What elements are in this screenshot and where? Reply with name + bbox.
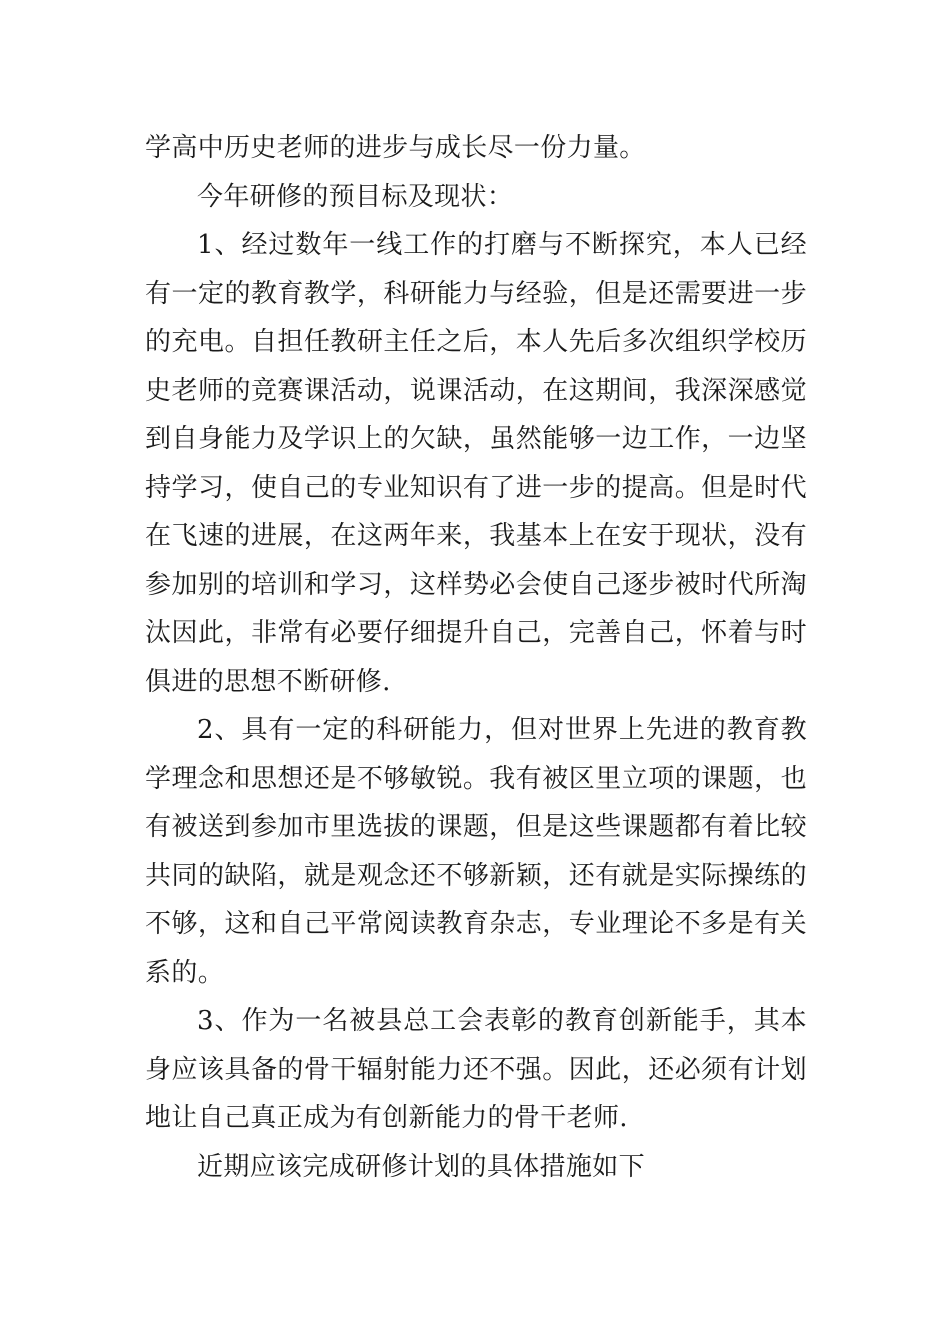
document-body: [145, 124, 807, 1191]
paragraph-continuation: 学高中历史老师的进步与成长尽一份力量。: [145, 133, 646, 163]
paragraph-measures-heading: 近期应该完成研修计划的具体措施如下: [197, 1151, 645, 1182]
paragraph-point-3: 3、作为一名被县总工会表彰的教育创新能手，其本身应该具备的骨干辐射能力还不强。因此，还必须有计划地让自己真正成为有创新能力的骨干老师.: [145, 1006, 807, 1133]
paragraph-point-2: 2、具有一定的科研能力，但对世界上先进的教育教学理念和思想还是不够敏锐。我有被区里立项的课题，也有被送到参加市里选拔的课题，但是这些课题都有着比较共同的缺陷，就是观念还不够新颖，还有就是实际操练的不够，这和自己平常阅读教育杂志，专业理论不多是有关系的。: [145, 715, 807, 988]
paragraph-point-1: 1、经过数年一线工作的打磨与不断探究，本人已经有一定的教育教学，科研能力与经验，但是还需要进一步的充电。自担任教研主任之后，本人先后多次组织学校历史老师的竞赛课活动，说课活动，在这期间，我深深感觉到自身能力及学识上的欠缺，虽然能够一边工作，一边坚持学习，使自己的专业知识有了进一步的提高。但是时代在飞速的进展，在这两年来，我基本上在安于现状，没有参加别的培训和学习，这样势必会使自己逐步被时代所淘汰因此，非常有必要仔细提升自己，完善自己，怀着与时俱进的思想不断研修.: [145, 230, 807, 697]
paragraph-goals-heading: 今年研修的预目标及现状：: [197, 181, 514, 212]
